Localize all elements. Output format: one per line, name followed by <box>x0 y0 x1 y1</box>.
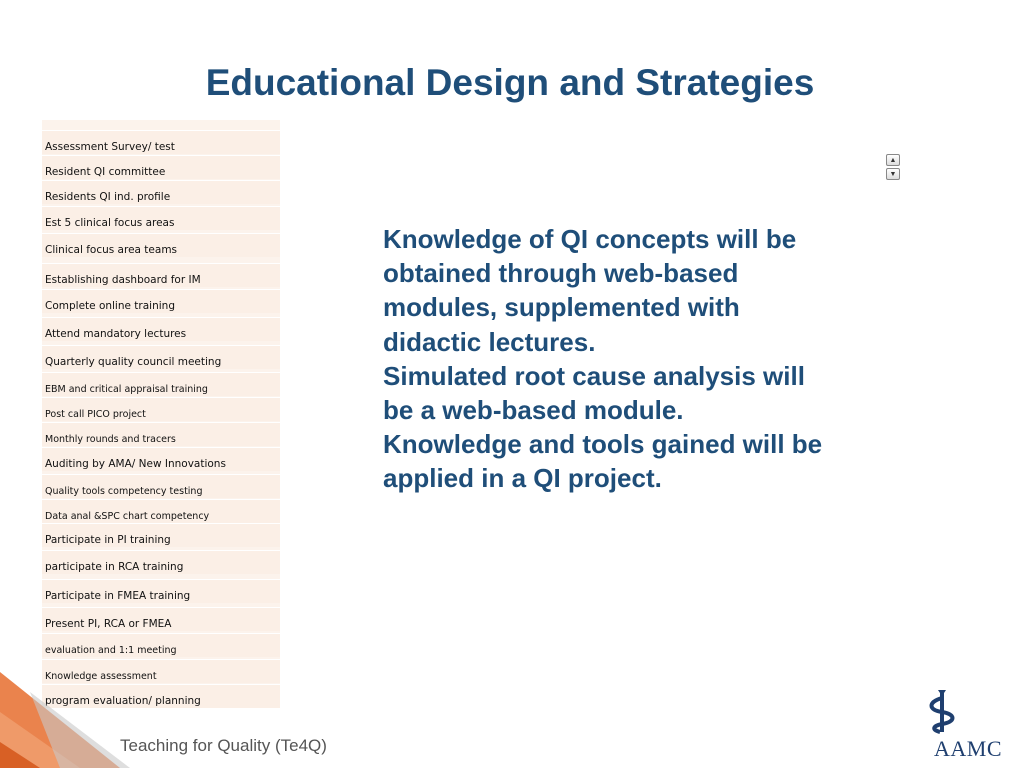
footer-text: Teaching for Quality (Te4Q) <box>120 736 327 755</box>
task-list-item-label: Clinical focus area teams <box>45 244 178 256</box>
task-list-item <box>42 233 280 257</box>
task-list-item <box>42 474 280 498</box>
footer-corner-graphic <box>0 672 130 768</box>
task-list-item-label: Participate in FMEA training <box>45 590 191 602</box>
task-list-item-label: Residents QI ind. profile <box>45 191 171 203</box>
slide-title: Educational Design and Strategies <box>205 62 815 103</box>
task-list-item-label: Present PI, RCA or FMEA <box>45 618 172 630</box>
scroll-spinner[interactable] <box>886 154 900 182</box>
task-list-item-label: participate in RCA training <box>45 561 184 573</box>
task-list-item <box>42 633 280 657</box>
body-line: Knowledge and tools gained will be <box>383 429 823 460</box>
task-list-item-label: Resident QI committee <box>45 166 166 178</box>
task-list-item <box>42 422 280 446</box>
task-list-item <box>42 155 280 179</box>
task-list-item-label: Auditing by AMA/ New Innovations <box>45 458 226 470</box>
task-list-item <box>42 397 280 421</box>
task-list-item <box>42 130 280 154</box>
aamc-logo-text: AAMC <box>934 736 1003 761</box>
task-list-item <box>42 289 280 313</box>
arrow-down-icon: ▼ <box>889 170 897 178</box>
task-list-item-label: Knowledge assessment <box>45 671 157 682</box>
spin-down-button[interactable] <box>886 168 900 180</box>
task-list-item <box>42 180 280 204</box>
task-list-item-label: evaluation and 1:1 meeting <box>45 645 177 656</box>
task-list-item-label: Attend mandatory lectures <box>45 328 187 340</box>
task-list-item-label: Est 5 clinical focus areas <box>45 217 175 229</box>
task-list-item-label: Assessment Survey/ test <box>45 141 175 153</box>
task-list-item <box>42 447 280 471</box>
task-list-item-label: program evaluation/ planning <box>45 695 201 707</box>
task-list-item-label: EBM and critical appraisal training <box>45 384 208 395</box>
body-line: obtained through web-based <box>383 258 739 289</box>
task-list-item-label: Establishing dashboard for IM <box>45 274 201 286</box>
task-list-item <box>42 206 280 230</box>
body-line: Simulated root cause analysis will <box>383 360 805 391</box>
task-list-item <box>42 372 280 396</box>
task-list-item-label: Data anal &SPC chart competency <box>45 511 210 522</box>
body-line: modules, supplemented with <box>383 292 740 323</box>
task-list-item <box>42 317 280 341</box>
task-list-item-label: Complete online training <box>45 300 175 312</box>
task-list-item-label: Quality tools competency testing <box>45 486 203 497</box>
task-list-item <box>42 550 280 574</box>
task-list-item-label: Participate in PI training <box>45 534 171 546</box>
task-list-item-label: Quarterly quality council meeting <box>45 356 222 368</box>
body-line: applied in a QI project. <box>383 463 662 494</box>
task-list-item <box>42 607 280 631</box>
body-line: be a web-based module. <box>383 395 684 426</box>
task-list <box>42 120 280 707</box>
task-list-item <box>42 523 280 547</box>
spin-up-button[interactable] <box>886 154 900 166</box>
task-list-item-label: Monthly rounds and tracers <box>45 434 176 445</box>
task-list-item <box>42 263 280 287</box>
arrow-up-icon: ▲ <box>889 156 897 164</box>
task-list-item <box>42 499 280 523</box>
slide-body <box>383 222 883 496</box>
task-list-item <box>42 345 280 369</box>
task-list-item-label: Post call PICO project <box>45 409 146 420</box>
body-line: didactic lectures. <box>383 326 596 357</box>
body-line: Knowledge of QI concepts will be <box>383 224 797 254</box>
task-list-item <box>42 579 280 603</box>
